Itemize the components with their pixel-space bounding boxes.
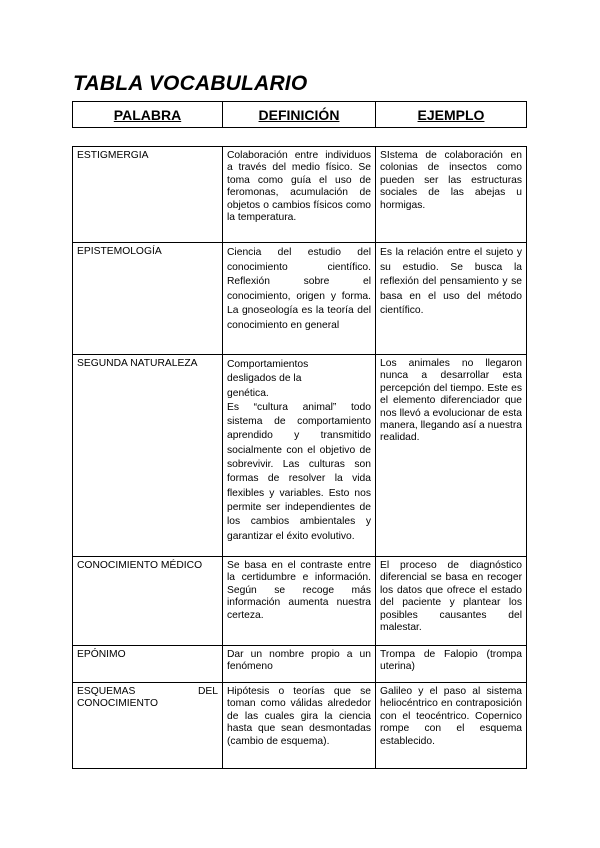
example-cell: Los animales no llegaron nunca a desarrollar esta percepción del tiempo. Este es el elemento diferenciador que nos llevó a evolucionar de esta manera, llegando así a nuestra realidad. [376,355,527,557]
header-example: EJEMPLO [376,102,527,128]
definition-cell: Se basa en el contraste entre la certidumbre e información. Según se recoge más información aumenta nuestra certeza. [223,557,376,646]
table-row [73,557,527,646]
definition-intro: Comportamientos desligados de la genética. [227,359,309,399]
table-row [73,243,527,355]
word-cell: EPÓNIMO [73,646,223,683]
header-definition: DEFINICIÓN [223,102,376,128]
word-part: DEL [197,686,218,697]
example-cell: Es la relación entre el sujeto y su estudio. Se busca la reflexión del pensamiento y se basa en el uso del método científico. [376,243,527,355]
page-title: TABLA VOCABULARIO [73,72,308,95]
word-cell: ESTIGMERGIA [73,147,223,243]
table-row [73,355,527,557]
word-cell [73,683,223,769]
example-cell: Trompa de Falopio (trompa uterina) [376,646,527,683]
table-row [73,646,527,683]
table-row [73,683,527,769]
example-cell: El proceso de diagnóstico diferencial se basa en recoger los datos que ofrece el estado del paciente y plantear los posibles causantes del malestar. [376,557,527,646]
example-cell: SIstema de colaboración en colonias de insectos como pueden ser las estructuras sociales de las abejas u hormigas. [376,147,527,243]
word-part: CONOCIMIENTO [77,698,159,710]
word-cell: SEGUNDA NATURALEZA [73,355,223,557]
vocabulary-table [72,146,527,769]
word-line [77,686,218,698]
word-cell: EPISTEMOLOGÍA [73,243,223,355]
word-cell: CONOCIMIENTO MÉDICO [73,557,223,646]
header-word: PALABRA [73,102,223,128]
definition-cell [223,355,376,557]
word-part: ESQUEMAS [77,686,136,697]
definition-cell: Dar un nombre propio a un fenómeno [223,646,376,683]
table-row [73,147,527,243]
definition-cell: Hipótesis o teorías que se toman como válidas alrededor de las cuales gira la ciencia hasta que sean desmontadas (cambio de esquema). [223,683,376,769]
header-table [72,101,527,128]
definition-cell: Colaboración entre individuos a través del medio físico. Se toma como guía el uso de feromonas, acumulación de objetos o cambios físicos como la temperatura. [223,147,376,243]
example-cell: Galileo y el paso al sistema heliocéntrico en contraposición con el teocéntrico. Copernico rompe con el esquema establecido. [376,683,527,769]
header-row [73,102,527,128]
definition-cell: Ciencia del estudio del conocimiento científico. Reflexión sobre el conocimiento, origen y forma. La gnoseología es la teoría del conocimiento en general [223,243,376,355]
definition-body: Es “cultura animal” todo sistema de comportamiento aprendido y transmitido socialmente con el objetivo de sobrevivir. Las culturas son formas de resolver la vida flexibles y variables. Esto nos permite ser independientes de los cambios ambientales y garantizar el éxito evolutivo. [227,401,371,542]
